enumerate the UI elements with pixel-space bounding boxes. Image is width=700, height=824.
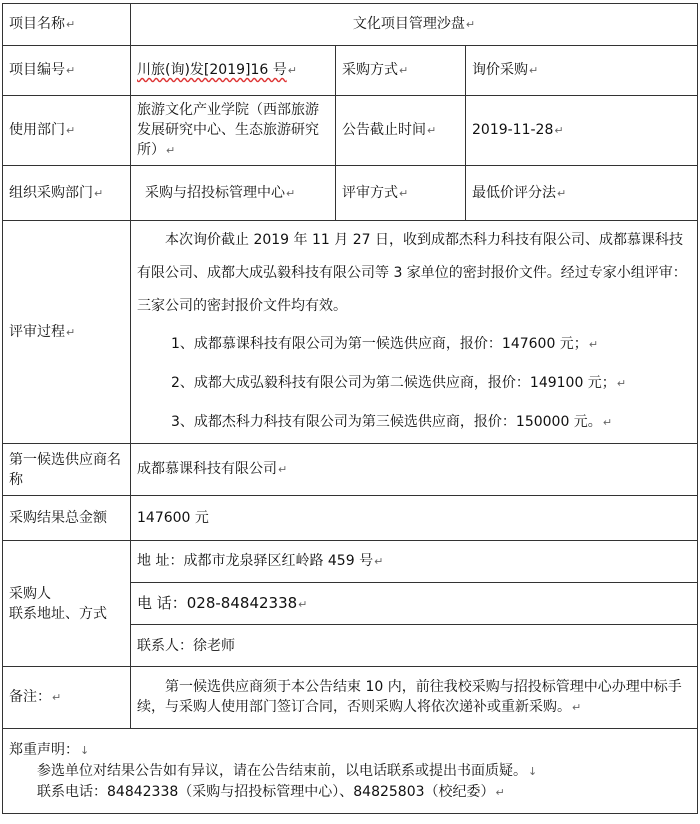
- project-name-label: 项目名称↵: [3, 4, 131, 46]
- procurement-method-value: 询价采购↵: [466, 46, 698, 96]
- review-process-content: [131, 221, 698, 444]
- notice-line-1: 参选单位对结果公告如有异议，请在公告结束前，以电话联系或提出书面质疑。↓: [37, 762, 538, 779]
- remark-label: 备注：↵: [3, 667, 131, 729]
- contact-label-line2: 联系地址、方式: [9, 605, 107, 622]
- row-first-supplier: [3, 444, 698, 496]
- dept-value: 旅游文化产业学院（西部旅游发展研究中心、生态旅游研究所）↵: [131, 96, 336, 166]
- notice-title: 郑重声明：↓: [9, 741, 90, 758]
- contact-phone: 电 话：028-84842338↵: [131, 583, 698, 625]
- deadline-label: 公告截止时间↵: [336, 96, 466, 166]
- row-project-name: [3, 4, 698, 46]
- deadline-value: 2019-11-28↵: [466, 96, 698, 166]
- procurement-result-table: [2, 3, 698, 814]
- contact-label-line1: 采购人: [9, 585, 51, 602]
- total-label: 采购结果总金额: [3, 496, 131, 541]
- row-remark: [3, 667, 698, 729]
- contact-address: 地 址：成都市龙泉驿区红岭路 459 号↵: [131, 541, 698, 583]
- review-intro: 本次询价截止 2019 年 11 月 27 日，收到成都杰科力科技有限公司、成都慕课科技有限公司、成都大成弘毅科技有限公司等 3 家单位的密封报价文件。经过专家小组评审：三家公司的密封报价文件均有效。: [137, 232, 687, 314]
- procurement-method-label: 采购方式↵: [336, 46, 466, 96]
- row-total: [3, 496, 698, 541]
- review-item-3: 3、成都杰科力科技有限公司为第三候选供应商，报价：150000 元。↵: [171, 414, 613, 430]
- row-dept: [3, 96, 698, 166]
- review-item-1: 1、成都慕课科技有限公司为第一候选供应商，报价：147600 元；↵: [171, 336, 599, 352]
- review-method-label: 评审方式↵: [336, 166, 466, 221]
- org-dept-label: 组织采购部门↵: [3, 166, 131, 221]
- row-notice: [3, 729, 698, 814]
- project-no-label: 项目编号↵: [3, 46, 131, 96]
- total-value: 147600 元: [131, 496, 698, 541]
- review-method-value: 最低价评分法↵: [466, 166, 698, 221]
- row-review-process: [3, 221, 698, 444]
- contact-person: 联系人：徐老师: [131, 625, 698, 667]
- review-item-2: 2、成都大成弘毅科技有限公司为第二候选供应商，报价：149100 元；↵: [171, 375, 627, 391]
- row-contact-address: [3, 541, 698, 583]
- notice-cell: [3, 729, 698, 814]
- contact-label: [3, 541, 131, 667]
- remark-value: 第一候选供应商须于本公告结束 10 内，前往我校采购与招投标管理中心办理中标手续，与采购人使用部门签订合同，否则采购人将依次递补或重新采购。↵: [131, 667, 698, 729]
- notice-line-2: 联系电话：84842338（采购与招投标管理中心）、84825803（校纪委）↵: [37, 783, 505, 800]
- project-name-value: 文化项目管理沙盘↵: [131, 4, 698, 46]
- first-supplier-label: 第一候选供应商名称: [3, 444, 131, 496]
- project-no-value: 川旅(询)发[2019]16 号↵: [131, 46, 336, 96]
- org-dept-value: 采购与招投标管理中心↵: [131, 166, 336, 221]
- row-org-dept: [3, 166, 698, 221]
- dept-label: 使用部门↵: [3, 96, 131, 166]
- first-supplier-value: 成都慕课科技有限公司↵: [131, 444, 698, 496]
- row-project-no: [3, 46, 698, 96]
- review-process-label: 评审过程↵: [3, 221, 131, 444]
